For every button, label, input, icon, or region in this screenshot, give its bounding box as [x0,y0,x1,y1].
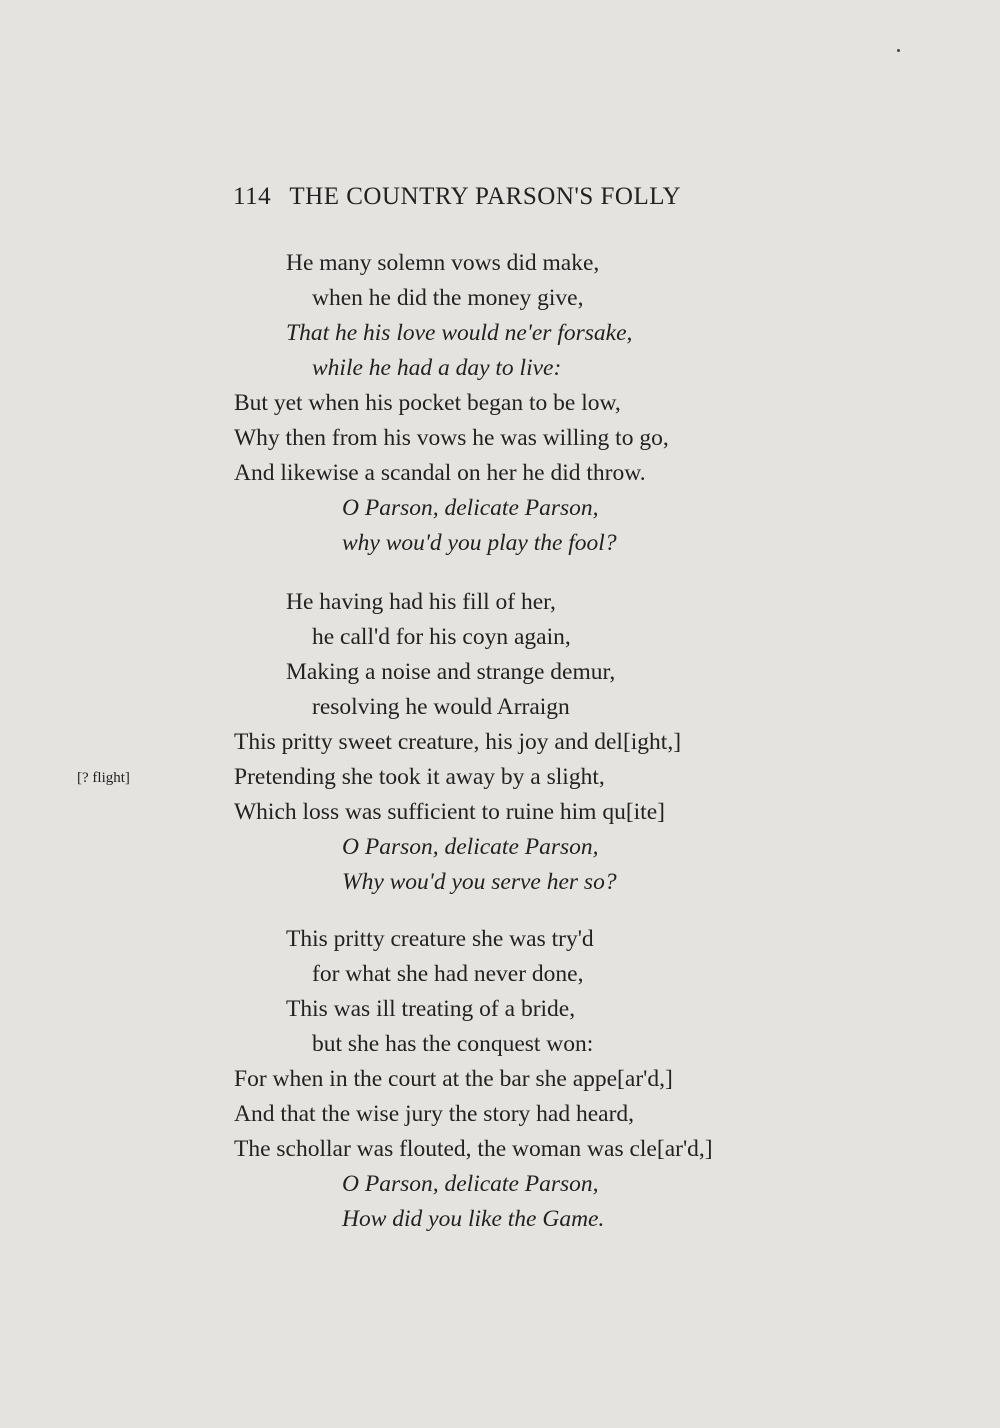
verse-line: And that the wise jury the story had heard, [234,1101,635,1127]
refrain-line: How did you like the Game. [342,1206,605,1232]
verse-line: Why then from his vows he was willing to go, [234,425,669,451]
verse-line: Which loss was sufficient to ruine him qu[ite] [234,799,665,825]
verse-line: For when in the court at the bar she appe[ar'd,] [234,1066,673,1092]
page-number: 114 [233,183,272,210]
verse-line: This pritty creature she was try'd [286,926,594,952]
paper-speck [897,49,900,52]
verse-line: he call'd for his coyn again, [312,624,571,650]
refrain-line: why wou'd you play the fool? [342,530,617,556]
verse-line: when he did the money give, [312,285,584,311]
verse-line: That he his love would ne'er forsake, [286,320,633,346]
refrain-line: Why wou'd you serve her so? [342,869,617,895]
verse-line: Making a noise and strange demur, [286,659,616,685]
margin-note: [? flight] [77,770,130,786]
running-title: THE COUNTRY PARSON'S FOLLY [289,183,682,210]
verse-line: This pritty sweet creature, his joy and del[ight,] [234,729,682,755]
refrain-line: O Parson, delicate Parson, [342,495,599,521]
verse-line: He many solemn vows did make, [286,250,600,276]
verse-line: And likewise a scandal on her he did throw. [234,460,646,486]
refrain-line: O Parson, delicate Parson, [342,1171,599,1197]
verse-line: but she has the conquest won: [312,1031,594,1057]
verse-line: resolving he would Arraign [312,694,570,720]
verse-line: Pretending she took it away by a slight, [234,764,605,790]
refrain-line: O Parson, delicate Parson, [342,834,599,860]
verse-line: The schollar was flouted, the woman was cle[ar'd,] [234,1136,713,1162]
running-header [233,183,681,211]
verse-line: This was ill treating of a bride, [286,996,576,1022]
verse-line: while he had a day to live: [312,355,562,381]
verse-line: He having had his fill of her, [286,589,556,615]
stanza-3 [234,922,713,1237]
stanza-1 [234,246,669,561]
verse-line: for what she had never done, [312,961,584,987]
verse-line: But yet when his pocket began to be low, [234,390,621,416]
stanza-2 [234,585,681,900]
